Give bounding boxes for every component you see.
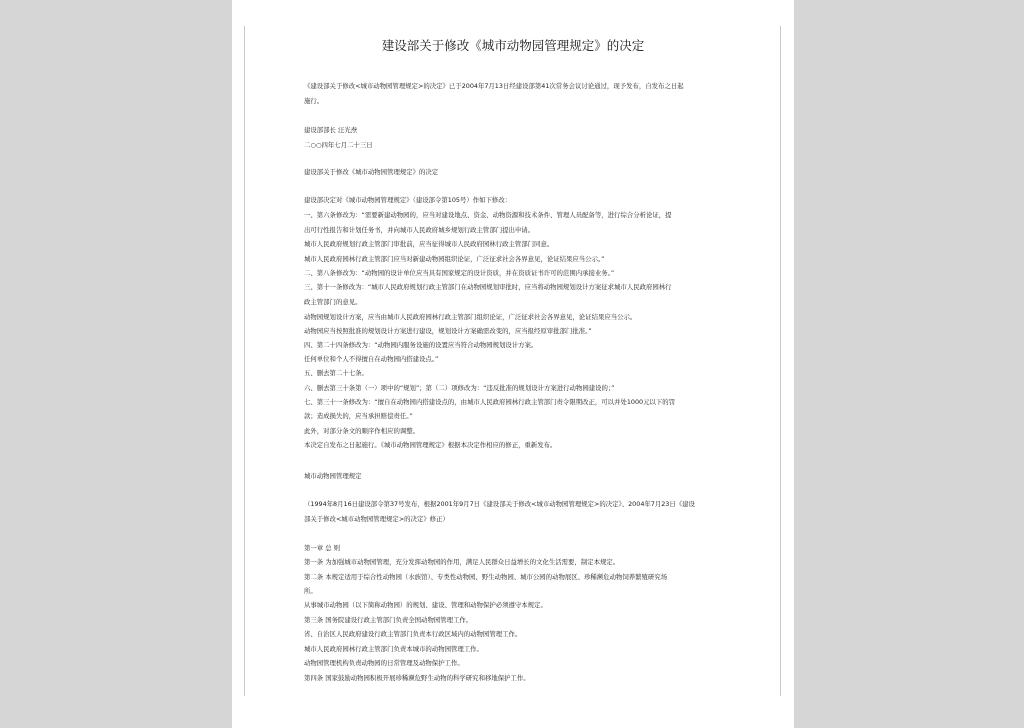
text-line: 城市人民政府园林行政主管部门负责本城市的动物园管理工作。 <box>304 645 483 653</box>
text-line: （1994年8月16日建设部令第37号发布，根据2001年9月7日《建设部关于修改<城市动物园管理规定>的决定》、2004年7月23日《建设 <box>304 500 695 508</box>
text-line: 六、删去第三十条第（一）项中的“规划”；第（二）项修改为：“违反批准的规划设计方案进行动物园建设的；” <box>304 384 615 392</box>
text-line: 五、删去第二十七条。 <box>304 369 368 377</box>
text-line: 第四条 国家鼓励动物园积极开展珍稀濒危野生动物的科学研究和移地保护工作。 <box>304 674 530 682</box>
text-line: 建设部部长 汪光焘 <box>304 126 358 134</box>
document-page <box>232 0 794 728</box>
text-line: 七、第三十一条修改为：“擅自在动物园内搭建设点的，由城市人民政府园林行政主管部门责令限期改正，可以并处1000元以下的罚 <box>304 398 676 406</box>
text-line: 所。 <box>304 587 317 595</box>
text-line: 一、第六条修改为：“需要新建动物园的，应当对建设地点、资金、动物资源和技术条件、管理人员配备等，进行综合分析论证，提 <box>304 211 672 219</box>
text-line: 本决定自发布之日起施行。《城市动物园管理规定》根据本决定作相应的修正，重新发布。 <box>304 441 557 449</box>
text-line: 此外，对部分条文的顺序作相应的调整。 <box>304 427 420 435</box>
section-heading: 建设部关于修改《城市动物园管理规定》的决定 <box>304 168 439 176</box>
text-line: 第一条 为加强城市动物园管理，充分发挥动物园的作用，满足人民群众日益增长的文化生活需要，制定本规定。 <box>304 558 620 566</box>
text-line: 城市人民政府园林行政主管部门应当对新建动物园组织论证，广泛征求社会各界意见，论证结果应当公示。” <box>304 255 605 263</box>
text-line: 从事城市动物园（以下简称动物园）的规划、建设、管理和动物保护必须遵守本规定。 <box>304 601 547 609</box>
text-line: 第二条 本规定适用于综合性动物园（水族馆）、专类性动物园、野生动物园、城市公园的动物展区、珍稀濒危动物饲养繁殖研究场 <box>304 573 668 581</box>
text-line: 二○○四年七月二十三日 <box>304 141 373 149</box>
text-line: 部关于修改<城市动物园管理规定>的决定》修正） <box>304 515 449 523</box>
text-line: 动物园规划设计方案，应当由城市人民政府园林行政主管部门组织论证，广泛征求社会各界意见，论证结果应当公示。 <box>304 313 637 321</box>
text-line: 款；造成损失的，应当承担赔偿责任。” <box>304 412 413 420</box>
text-line: 政主管部门的意见。 <box>304 298 362 306</box>
text-line: 建设部决定对《城市动物园管理规定》（建设部令第105号）作如下修改： <box>304 196 512 204</box>
text-line: 城市人民政府规划行政主管部门审批前，应当征得城市人民政府园林行政主管部门同意。 <box>304 240 554 248</box>
document-title: 建设部关于修改《城市动物园管理规定》的决定 <box>381 38 645 53</box>
text-line: 三、第十一条修改为：“城市人民政府规划行政主管部门在动物园规划审批时，应当将动物园规划设计方案征求城市人民政府园林行 <box>304 283 672 291</box>
page-border-left <box>244 26 245 696</box>
text-line: 省、自治区人民政府建设行政主管部门负责本行政区域内的动物园管理工作。 <box>304 630 522 638</box>
text-line: 二、第八条修改为：“动物园的设计单位应当具有国家规定的设计资质，并在资质证书许可的范围内承接业务。” <box>304 269 615 277</box>
text-line: 第三条 国务院建设行政主管部门负责全国动物园管理工作。 <box>304 616 473 624</box>
text-line: 施行。 <box>304 97 324 105</box>
text-line: 任何单位和个人不得擅自在动物园内搭建设点。” <box>304 355 439 363</box>
text-line: 动物园应当按照批准的规划设计方案进行建设，规划设计方案确需改变的，应当报经原审批部门批准。” <box>304 327 592 335</box>
text-line: 四、第二十四条修改为：“动物园内服务设施的设置应当符合动物园规划设计方案。 <box>304 341 538 349</box>
page-border-right <box>780 26 781 696</box>
text-line: 《建设部关于修改<城市动物园管理规定>的决定》已于2004年7月13日经建设部第41次常务会议讨论通过，现予发布，自发布之日起 <box>304 82 684 90</box>
chapter-heading: 第一章 总 则 <box>304 544 341 552</box>
text-line: 出可行性报告和计划任务书，并向城市人民政府城乡规划行政主管部门提出申请。 <box>304 226 535 234</box>
section-heading: 城市动物园管理规定 <box>304 472 362 480</box>
text-line: 动物园管理机构负责动物园的日常管理及动物保护工作。 <box>304 659 464 667</box>
